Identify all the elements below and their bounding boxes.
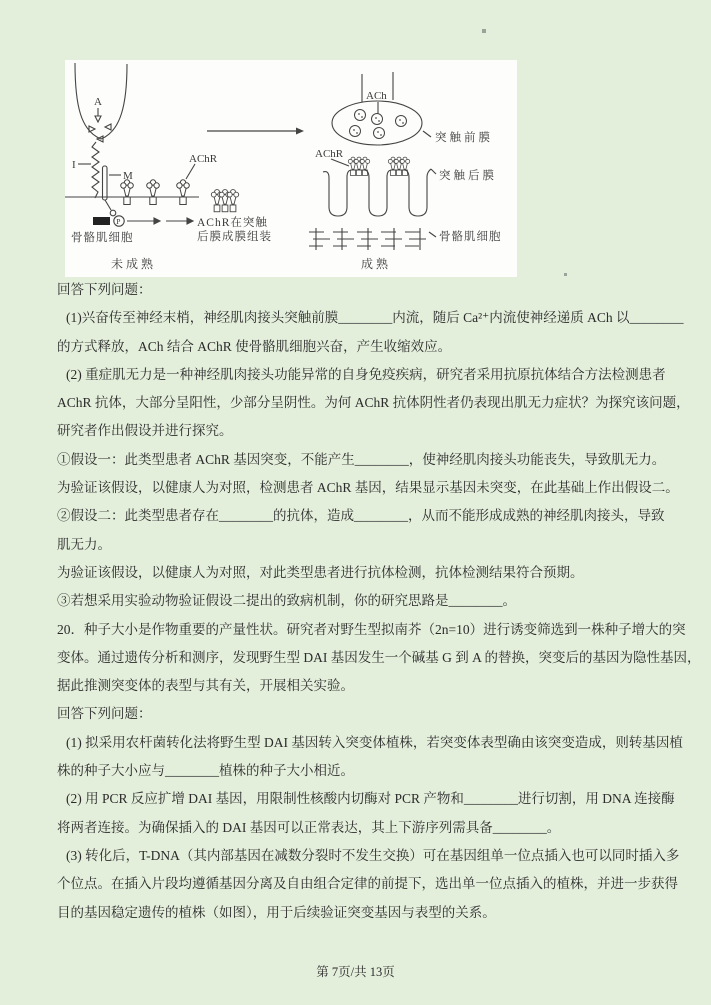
neuromuscular-junction-figure <box>65 60 517 277</box>
text-line: ③若想采用实验动物验证假设二提出的致病机制，你的研究思路是________。 <box>57 593 516 609</box>
maturation-arrow-icon <box>207 128 304 135</box>
label-i: I <box>72 159 76 171</box>
achr-receptor-icon <box>177 180 190 205</box>
text-line: (2) 重症肌无力是一种神经肌肉接头功能异常的自身免疫疾病，研究者采用抗原抗体结合方法检测患者 <box>66 366 666 382</box>
text-line: (3) 转化后，T-DNA（其内部基因在减数分裂时不发生交换）可在基因组单一位点插入也可以同时插入多 <box>66 847 680 863</box>
scan-speck <box>482 29 486 33</box>
text-line: 20．种子大小是作物重要的产量性状。研究者对野生型拟南芥（2n=10）进行诱变筛选到一株种子增大的突 <box>57 621 686 637</box>
achr-cluster-icon <box>227 190 238 212</box>
text-line: 株的种子大小应与________植株的种子大小相近。 <box>57 763 354 779</box>
label-presynaptic-membrane: 突触前膜 <box>435 132 493 144</box>
text-line: 变体。通过遗传分析和测序，发现野生型 DAI 基因发生一个碱基 G 到 A 的替换，突变后的基因为隐性基因， <box>57 649 701 665</box>
text-line: (1)兴奋传至神经末梢，神经肌肉接头突触前膜________内流，随后 Ca²⁺内流使神经递质 ACh 以________ <box>66 310 684 326</box>
label-postsynaptic-membrane: 突触后膜 <box>439 170 497 182</box>
text-line: 为验证该假设，以健康人为对照，检测患者 AChR 基因，结果显示基因未突变，在此基础上作出假设二。 <box>57 480 679 496</box>
neuromuscular-junction-diagram <box>65 60 517 277</box>
label-a: A <box>94 96 102 108</box>
label-achr-assembly-line1: AChR在突触 <box>197 217 268 229</box>
text-line: AChR 抗体，大部分呈阳性，少部分呈阴性。为何 AChR 抗体阴性者仍表现出肌无力症状？为探究该问题， <box>57 395 690 411</box>
text-line: ②假设二：此类型患者存在________的抗体，造成________，从而不能形成成熟的神经肌肉接头，导致 <box>57 508 665 524</box>
text-line: 回答下列问题： <box>57 282 152 297</box>
text-line: 为验证该假设，以健康人为对照，对此类型患者进行抗体检测，抗体检测结果符合预期。 <box>57 564 584 580</box>
text-line: 肌无力。 <box>57 536 111 552</box>
question-text-block <box>57 276 701 927</box>
page-number: 第 7页/共 13页 <box>316 965 395 979</box>
achr-receptor-icon <box>121 180 134 205</box>
label-ach: ACh <box>366 90 387 102</box>
achr-receptor-icon <box>147 180 160 205</box>
label-m: M <box>123 170 133 182</box>
ach-vesicles <box>350 110 407 139</box>
label-mature: 成熟 <box>361 257 392 271</box>
immature-junction-drawing <box>65 63 199 226</box>
text-line: 研究者作出假设并进行探究。 <box>57 423 233 439</box>
text-line: (2) 用 PCR 反应扩增 DAI 基因，用限制性核酸内切酶对 PCR 产物和________进行切割，用 DNA 连接酶 <box>66 791 675 807</box>
text-line: (1) 拟采用农杆菌转化法将野生型 DAI 基因转入突变体植株，若突变体表型确由该突变造成，则转基因植 <box>66 734 683 750</box>
text-line: 目的基因稳定遗传的植株（如图），用于后续验证突变基因与表型的关系。 <box>57 904 496 920</box>
label-achr-left: AChR <box>189 153 218 165</box>
text-line: 据此推测突变体的表型与其有关，开展相关实验。 <box>57 678 354 694</box>
label-p: P <box>116 217 121 226</box>
label-skeletal-muscle-right: 骨骼肌细胞 <box>439 231 502 243</box>
label-skeletal-muscle-left: 骨骼肌细胞 <box>71 232 134 244</box>
text-line: 将两者连接。为确保插入的 DAI 基因可以正常表达，其上下游序列需具备________。 <box>57 819 561 835</box>
text-line: 回答下列问题： <box>57 706 152 722</box>
label-achr-right: AChR <box>315 148 344 160</box>
label-achr-assembly-line2: 后膜成膜组装 <box>197 231 272 243</box>
label-immature: 未成熟 <box>111 257 157 271</box>
text-line: ①假设一：此类型患者 AChR 基因突变，不能产生________，使神经肌肉接头功能丧失，导致肌无力。 <box>57 451 666 467</box>
text-line: 的方式释放，ACh 结合 AChR 使骨骼肌细胞兴奋，产生收缩效应。 <box>57 338 452 354</box>
text-line: 个位点。在插入片段均遵循基因分离及自由组合定律的前提下，选出单一位点插入的植株，并进一步获得 <box>57 876 678 892</box>
